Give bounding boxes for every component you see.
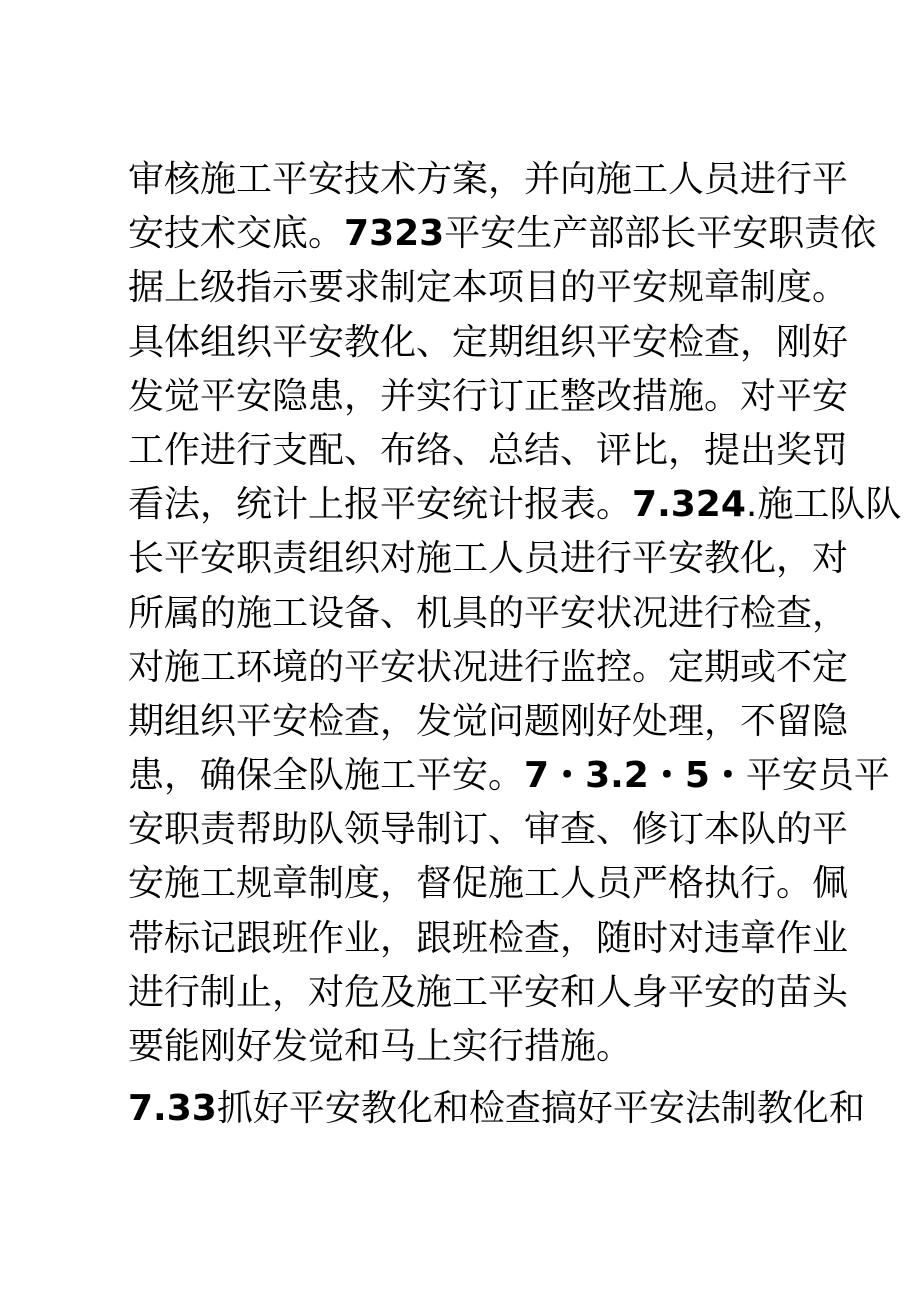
text-line: 进行制止，对危及施工平安和人身平安的苗头: [128, 971, 849, 1013]
section-number: 7.33: [128, 1088, 217, 1129]
section-number: 7・3.2・5・: [524, 755, 746, 797]
text-line: 安职责帮助队领导制订、审查、修订本队的平: [128, 809, 849, 851]
text-line: 审核施工平安技术方案，并向施工人员进行平: [128, 159, 849, 200]
text-line: 据上级指示要求制定本项目的平安规章制度。: [128, 267, 849, 309]
text-line: 长平安职责组织对施工人员进行平安教化，对: [128, 538, 849, 580]
text-line: 要能刚好发觉和马上实行措施。: [128, 1026, 633, 1067]
text-line: 期组织平安检查，发觉问题刚好处理，不留隐: [128, 700, 849, 742]
text-line: 对施工环境的平安状况进行监控。定期或不定: [128, 646, 849, 688]
text-line: 工作进行支配、布络、总结、评比，提出奖罚: [128, 429, 849, 471]
text-line: 7.33抓好平安教化和检查搞好平安法制教化和: [128, 1088, 865, 1129]
text-line: 看法，统计上报平安统计报表。7.324.施工队队: [128, 484, 902, 526]
paragraph-safety-education: [128, 1082, 865, 1136]
section-number: 7.324: [632, 484, 746, 526]
paragraph-safety-responsibilities: [128, 153, 902, 1074]
text-line: 患，确保全队施工平安。7・3.2・5・平安员平: [128, 755, 890, 797]
text-line: 发觉平安隐患，并实行订正整改措施。对平安: [128, 375, 849, 417]
text-line: 具体组织平安教化、定期组织平安检查，刚好: [128, 321, 849, 363]
section-number: 7323: [344, 213, 445, 255]
text-line: 安施工规章制度，督促施工人员严格执行。佩: [128, 863, 849, 905]
text-line: 所属的施工设备、机具的平安状况进行检查，: [128, 592, 849, 634]
text-line: 安技术交底。7323平安生产部部长平安职责依: [128, 213, 877, 255]
text-line: 带标记跟班作业，跟班检查，随时对违章作业: [128, 917, 849, 959]
